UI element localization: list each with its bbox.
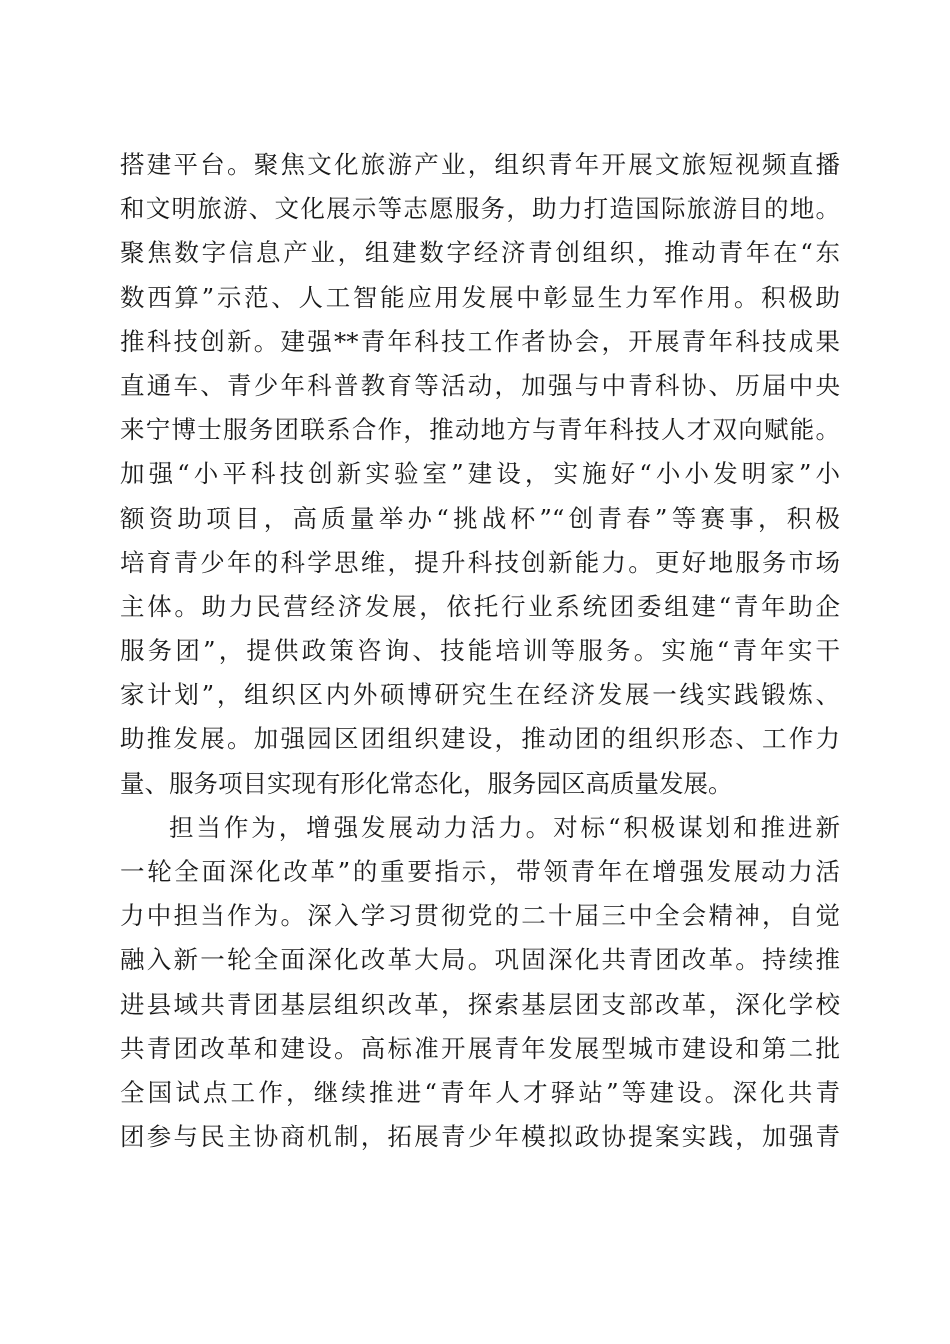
text-line: 服务团”，提供政策咨询、技能培训等服务。实施“青年实干 [120,636,840,666]
text-line: 进县域共青团基层组织改革，探索基层团支部改革，深化学校 [120,989,840,1019]
text-line: 搭建平台。聚焦文化旅游产业，组织青年开展文旅短视频直播 [120,150,840,179]
text-line: 家计划”，组织区内外硕博研究生在经济发展一线实践锻炼、 [120,680,840,710]
body-text [120,143,840,1159]
paragraph [120,143,840,806]
text-line: 团参与民主协商机制，拓展青少年模拟政协提案实践，加强青 [120,1122,840,1152]
text-line: 共青团改革和建设。高标准开展青年发展型城市建设和第二批 [120,1033,840,1063]
text-line: 助推发展。加强园区团组织建设，推动团的组织形态、工作力 [120,724,840,754]
text-line: 力中担当作为。深入学习贯彻党的二十届三中全会精神，自觉 [120,901,840,931]
text-line: 额资助项目，高质量举办“挑战杯”“创青春”等赛事，积极 [120,503,840,533]
text-line: 主体。助力民营经济发展，依托行业系统团委组建“青年助企 [120,591,840,621]
text-line: 直通车、青少年科普教育等活动，加强与中青科协、历届中央 [120,370,840,400]
text-line: 一轮全面深化改革”的重要指示，带领青年在增强发展动力活 [120,857,840,886]
text-line: 和文明旅游、文化展示等志愿服务，助力打造国际旅游目的地。 [120,194,840,224]
text-line: 全国试点工作，继续推进“青年人才驿站”等建设。深化共青 [120,1077,840,1107]
text-line: 担当作为，增强发展动力活力。对标“积极谋划和推进新 [169,812,840,842]
text-line: 聚焦数字信息产业，组建数字经济青创组织，推动青年在“东 [120,238,840,268]
text-line: 推科技创新。建强**青年科技工作者协会，开展青年科技成果 [120,326,840,356]
text-line: 融入新一轮全面深化改革大局。巩固深化共青团改革。持续推 [120,945,840,975]
text-line: 培育青少年的科学思维，提升科技创新能力。更好地服务市场 [120,547,840,577]
text-line: 来宁博士服务团联系合作，推动地方与青年科技人才双向赋能。 [120,415,840,445]
paragraph [120,806,840,1160]
text-line: 加强“小平科技创新实验室”建设，实施好“小小发明家”小 [120,459,840,489]
text-line: 量、服务项目实现有形化常态化，服务园区高质量发展。 [120,768,733,798]
text-line: 数西算”示范、人工智能应用发展中彰显生力军作用。积极助 [120,282,840,312]
